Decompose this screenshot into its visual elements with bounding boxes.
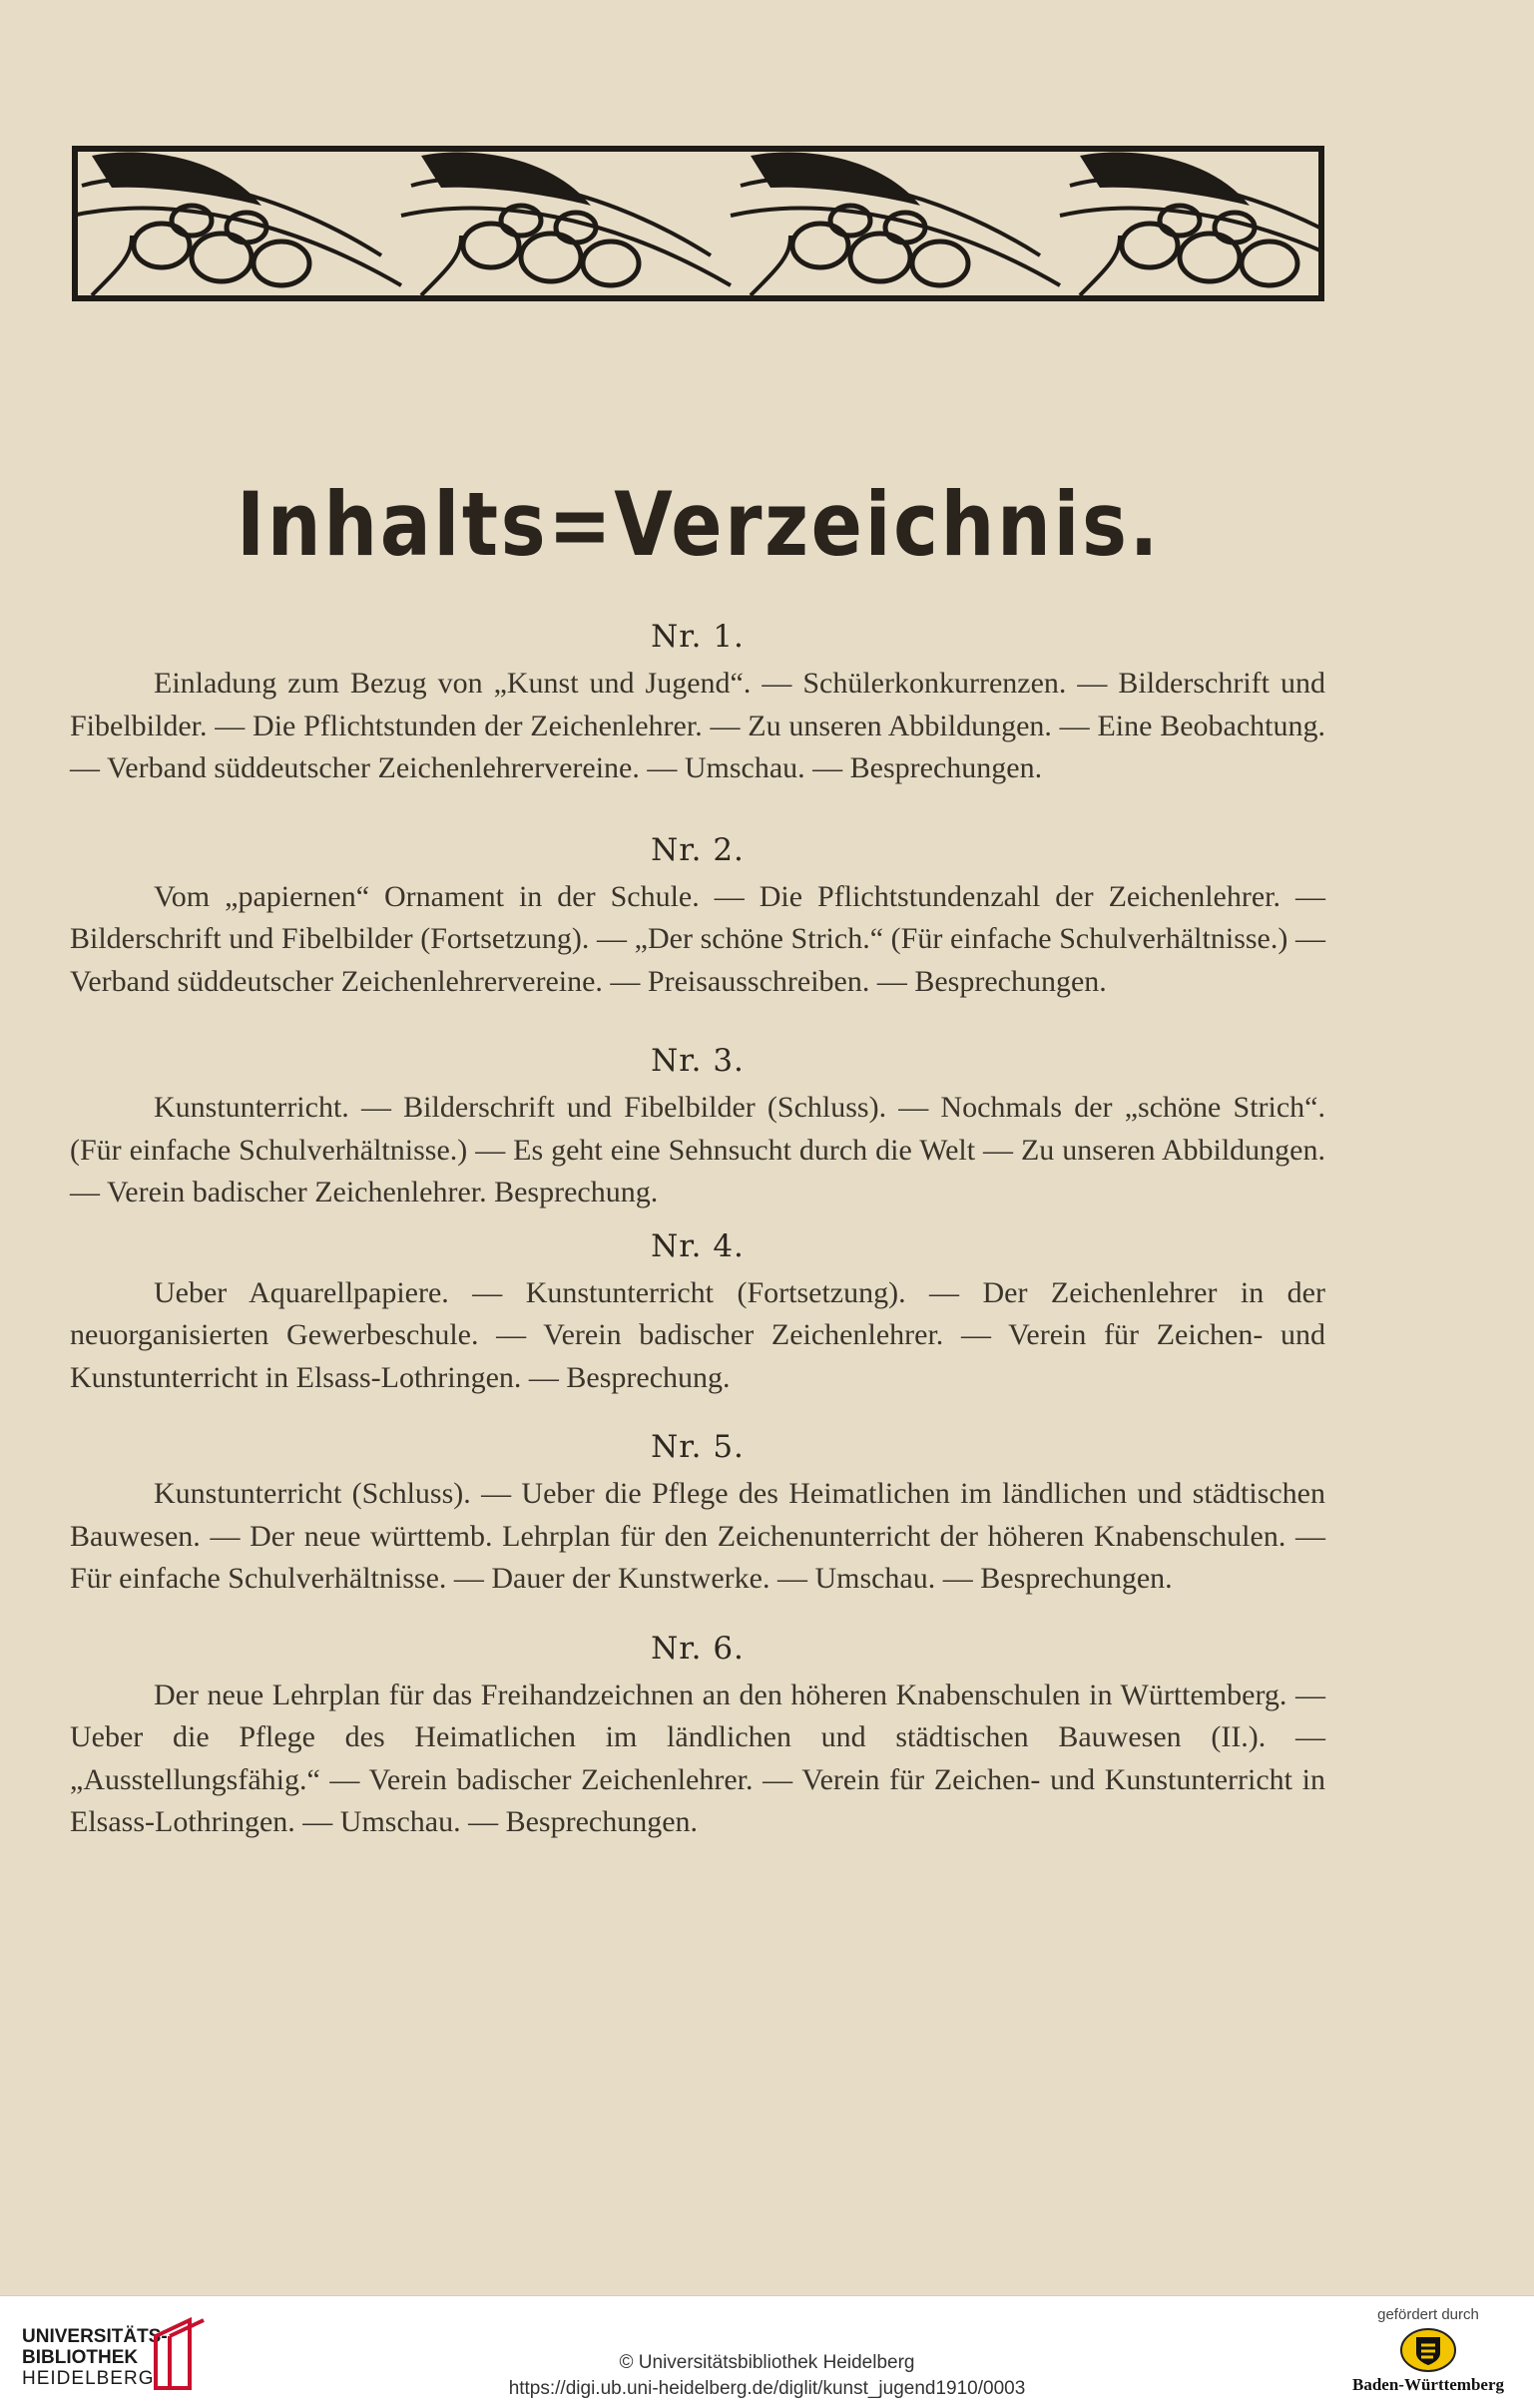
sponsor-label: gefördert durch	[1377, 2306, 1479, 2323]
sponsor-name: Baden-Württemberg	[1351, 2375, 1505, 2394]
issue-number: Nr. 2.	[651, 831, 745, 868]
issue-number: Nr. 5.	[651, 1429, 745, 1465]
library-name-line: UNIVERSITÄTS-	[22, 2326, 168, 2347]
toc-entry	[70, 619, 1325, 790]
issue-contents: Der neue Lehrplan für das Freihandzeichnen an den höheren Knabenschulen in Württemberg. — Ueber die Pflege des Heimatlichen im ländlichen und städtischen Bauwesen (II.). — „Ausstellungsfähig.“ — Verein badischer Zeichenlehrer. — Verein für Zeichen- und Kunstunterricht in Elsass-Lothringen. — Umschau. — Besprechungen.	[70, 1678, 1325, 1838]
issue-contents: Kunstunterricht. — Bilderschrift und Fibelbilder (Schluss). — Nochmals der „schöne Strich“. (Für einfache Schulverhältnisse.) — Es geht eine Sehnsucht durch die Welt — Zu unseren Abbildungen. — Verein badischer Zeichenlehrer. Besprechung.	[70, 1091, 1325, 1208]
toc-entry	[70, 1043, 1325, 1214]
library-name-line: HEIDELBERG	[22, 2368, 155, 2389]
toc-entry	[70, 1429, 1325, 1601]
ornamental-frieze-icon	[72, 146, 1324, 305]
issue-contents: Ueber Aquarellpapiere. — Kunstunterricht (Fortsetzung). — Der Zeichenlehrer in der neuorganisierten Gewerbeschule. — Verein badischer Zeichenlehrer. — Verein für Zeichen- und Kunstunterricht in Elsass-Lothringen. — Besprechung.	[70, 1275, 1325, 1394]
digitization-footer	[0, 2295, 1534, 2408]
library-name-line: BIBLIOTHEK	[22, 2347, 139, 2368]
issue-number: Nr. 1.	[651, 619, 745, 655]
state-crest-icon	[1399, 2327, 1457, 2373]
toc-entry	[70, 1631, 1325, 1844]
issue-number: Nr. 3.	[651, 1043, 745, 1079]
issue-contents: Einladung zum Bezug von „Kunst und Jugend“. — Schülerkonkurrenzen. — Bilderschrift und Fibelbilder. — Die Pflichtstunden der Zeichenlehrer. — Zu unseren Abbildungen. — Eine Beobachtung. — Verband süddeutscher Zeichenlehrervereine. — Umschau. — Besprechungen.	[70, 667, 1325, 784]
permalink[interactable]: https://digi.ub.uni-heidelberg.de/diglit/kunst_jugend1910/0003	[508, 2378, 1026, 2399]
issue-number: Nr. 6.	[651, 1630, 745, 1667]
page-title: Inhalts=Verzeichnis.	[237, 473, 1161, 576]
toc-entry	[70, 832, 1325, 1004]
issue-contents: Kunstunterricht (Schluss). — Ueber die Pflege des Heimatlichen im ländlichen und städtischen Bauwesen. — Der neue württemb. Lehrplan für den Zeichenunterricht der höheren Knabenschulen. — Für einfache Schulverhältnisse. — Dauer der Kunstwerke. — Umschau. — Besprechungen.	[70, 1477, 1325, 1595]
sponsor-block	[1348, 2306, 1508, 2395]
toc-entry	[70, 1228, 1325, 1400]
table-of-contents	[70, 619, 1325, 1844]
issue-contents: Vom „papiernen“ Ornament in der Schule. — Die Pflichtstundenzahl der Zeichenlehrer. — Bilderschrift und Fibelbilder (Fortsetzung). — „Der schöne Strich.“ (Für einfache Schulverhältnisse.) — Verband süddeutscher Zeichenlehrervereine. — Preisausschreiben. — Besprechungen.	[70, 879, 1325, 998]
issue-number: Nr. 4.	[651, 1227, 745, 1264]
copyright-notice: © Universitätsbibliothek Heidelberg	[619, 2352, 915, 2373]
